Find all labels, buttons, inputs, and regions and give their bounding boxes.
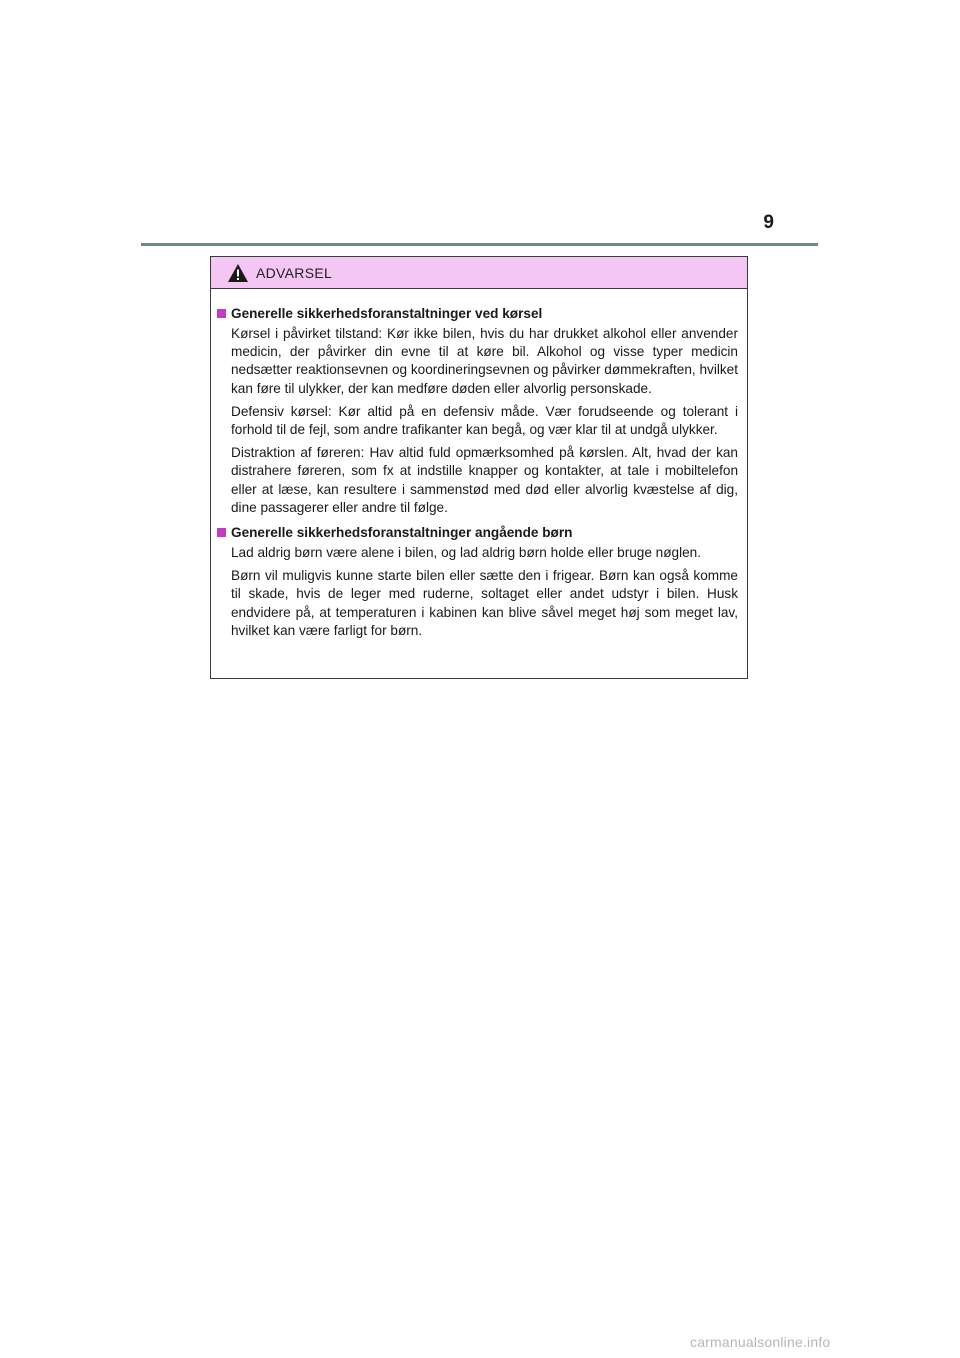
warning-header [211,257,747,289]
paragraph-defensive-driving: Defensiv kørsel: Kør altid på en defensiv måde. Vær forudseende og tolerant i forhold til de fejl, som andre trafikanter kan begå, og vær klar til at undgå ulykker. [231,403,738,438]
warning-triangle-icon [227,263,249,283]
paragraph-impaired-driving: Kørsel i påvirket tilstand: Kør ikke bilen, hvis du har drukket alkohol eller anvender medicin, der påvirker din evne til at køre bil. Alkohol og visse typer medicin nedsætter reaktionsevnen og koordineringsevnen og påvirker dømmekraften, hvilket kan føre til ulykker, der kan medføre døden eller alvorlig personskade. [231,326,739,396]
section-heading-text: Generelle sikkerhedsforanstaltninger ved kørsel [231,306,543,321]
warning-box [210,256,748,679]
section-heading-driving [217,304,738,323]
header-rule [141,243,818,246]
warning-title: ADVARSEL [256,264,333,281]
section-heading-children [217,523,738,542]
paragraph-children-alone: Lad aldrig børn være alene i bilen, og lad aldrig børn holde eller bruge nøglen. [231,545,702,561]
watermark: carmanualsonline.info [690,1334,831,1350]
warning-body [211,289,747,640]
paragraph-driver-distraction: Distraktion af føreren: Hav altid fuld opmærksomhed på kørslen. Alt, hvad der kan distrahere føreren, som fx at indstille knapper og kontakter, at tale i mobiltelefon eller at læse, kan resultere i sammenstød med død eller alvorlig kvæstelse af dig, dine passagerer eller andre til følge. [231,445,738,515]
paragraph-children-hazards: Børn vil muligvis kunne starte bilen eller sætte den i frigear. Børn kan også komme til skade, hvis de leger med ruderne, soltaget eller andet udstyr i bilen. Husk endvidere på, at temperaturen i kabinen kan blive såvel meget høj som meget lav, hvilket kan være farligt for børn. [231,568,738,638]
section-heading-text: Generelle sikkerhedsforanstaltninger angående børn [231,525,573,541]
square-bullet-icon [217,309,226,318]
page-number: 9 [763,212,774,233]
square-bullet-icon [217,528,226,537]
